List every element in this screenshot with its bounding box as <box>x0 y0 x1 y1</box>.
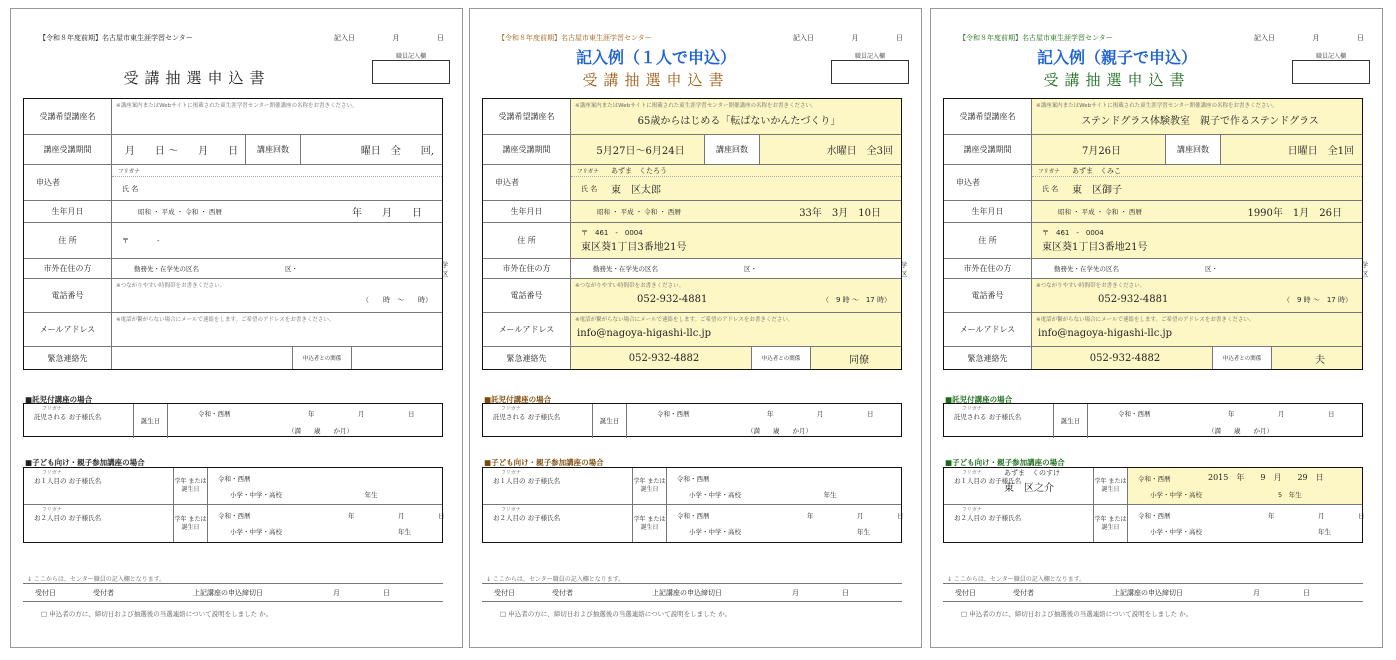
form-title: 受講抽選申込書 <box>123 69 271 87</box>
form-sheet-family: 【令和８年度前期】名古屋市東生涯学習センター 記入日 月 日 職員記入欄 記入例（親子で申込） 受講抽選申込書 受講希望講座名 ※講座案内またはWebサイトに掲載された東生涯学習センター開催講座の名称をお書きください。 ステンドグラス体験教室 親子で作るステンドグラス 講座受講期間 7月26日 講座回数 日曜日 全1回 申込者 フリガナ あずま くみこ 氏 名 東 区御子 生年月日 昭和 ・ 平成 ・ 令和 ・ 西暦 1990年 1月 26日 住 所 〒 461 - 0004 東区葵1丁目3番地21号 市外在住の方 勤務先・在学先の区名 区・ 学区 電話番号 ※つながりやすい時間帯をお書きください。 052-932-4881 （ 9 時 ～ 17 時） メールアドレス ※電話が繋がらない場合にメールで連絡をします。ご希望のアドレスをお書きください。 info@nagoya-higashi-llc.jp 緊急連絡先 052-932-4882 申込者との関係 夫 ■託児付講座の場合 フリガナ 託児される お子様氏名 誕生日 令和・西暦 年 月 日 （満 歳 か月） ■子ども向け・親子参加講座の場合 フリガナ あずま くのすけ お１人目の お子様氏名 東 区之介 学年 または 誕生日 令和・西暦 2015 年 9 月 29 日 小学・中学・高校 5 年生 フリガナ お２人目の お子様氏名 学年 または 誕生日 令和・西暦 年 月 日 小学・中学・高校 年生 ↓ ここからは、センター職員の記入欄となります。 受付日 受付者 上記講座の申込締切日 月 日 □ 申込者の方に、締切日および抽選後の当選連絡について説明をしました か。 <box>930 8 1383 648</box>
form-title: 受講抽選申込書 <box>1043 71 1191 89</box>
childcare-section: ■託児付講座の場合 <box>25 395 93 404</box>
staff-box <box>372 60 450 84</box>
staff-footer: 受付日 受付者 上記講座の申込締切日 月 日 <box>943 583 1363 602</box>
center-header: 【令和８年度前期】名古屋市東生涯学習センター <box>959 34 1113 42</box>
staff-arrow: ↓ ここからは、センター職員の記入欄となります。 <box>947 576 1086 583</box>
form-sheet-blank: 【令和８年度前期】名古屋市東生涯学習センター 記入日 月 日 職員記入欄 受講抽選申込書 受講希望講座名 ※講座案内またはWebサイトに掲載された東生涯学習センター開催講座の名称をお書きください。 講座受講期間 月 日 ～ 月 日 講座回数 曜日 全 回, 申込者 フリガナ 氏 名 生年月日 昭和 ・ 平成 ・ 令和 ・ 西暦 年 月 日 住 所 〒 - 市外在住の方 勤務先・在学先の区名 区・ 学区 電話番号 ※つながりやすい時間帯をお書きください。 （ 時 ～ 時） メールアドレス ※電話が繋がらない場合にメールで連絡をします。ご希望のアドレスをお書きください。 緊急連絡先 申込者との関係 ■託児付講座の場合 フリガナ 託児される お子様氏名 誕生日 令和・西暦 年 月 日 （満 歳 か月） ■子ども向け・親子参加講座の場合 フリガナ お１人目の お子様氏名 学年 または 誕生日 令和・西暦 小学・中学・高校 年生 フリガナ お２人目の お子様氏名 学年 または 誕生日 令和・西暦 年 月 日 小学・中学・高校 年生 ↓ ここからは、センター職員の記入欄となります。 受付日 受付者 上記講座の申込締切日 月 日 □ 申込者の方に、締切日および抽選後の当選連絡について説明をしました か。 <box>10 8 463 648</box>
staff-footer: 受付日 受付者 上記講座の申込締切日 月 日 <box>23 583 443 602</box>
staff-footer: 受付日 受付者 上記講座の申込締切日 月 日 <box>482 583 902 602</box>
center-header: 【令和８年度前期】名古屋市東生涯学習センター <box>39 34 193 42</box>
example-title: 記入例（１人で申込） <box>575 48 736 67</box>
explain-check[interactable]: □ 申込者の方に、締切日および抽選後の当選連絡について説明をしました か。 <box>41 610 273 618</box>
staff-label: 職員記入欄 <box>395 53 426 60</box>
staff-label: 職員記入欄 <box>1315 53 1346 60</box>
staff-arrow: ↓ ここからは、センター職員の記入欄となります。 <box>27 576 166 583</box>
family-section: ■子ども向け・親子参加講座の場合 <box>945 458 1065 467</box>
staff-box <box>831 60 909 84</box>
fill-date: 記入日 月 日 <box>1254 34 1364 42</box>
explain-check[interactable]: □ 申込者の方に、締切日および抽選後の当選連絡について説明をしました か。 <box>500 610 732 618</box>
staff-label: 職員記入欄 <box>854 53 885 60</box>
explain-check[interactable]: □ 申込者の方に、締切日および抽選後の当選連絡について説明をしました か。 <box>961 610 1193 618</box>
childcare-section: ■託児付講座の場合 <box>945 395 1013 404</box>
application-form: 受講希望講座名 ※講座案内またはWebサイトに掲載された東生涯学習センター開催講座の名称をお書きください。 ステンドグラス体験教室 親子で作るステンドグラス 講座受講期間 7月26日 講座回数 日曜日 全1回 申込者 フリガナ あずま くみこ 氏 名 東 区御子 生年月日 昭和 ・ 平成 ・ 令和 ・ 西暦 1990年 1月 26日 住 所 〒 461 - 0004 東区葵1丁目3番地21号 市外在住の方 勤務先・在学先の区名 区・ 学区 電話番号 ※つながりやすい時間帯をお書きください。 052-932-4881 （ 9 時 ～ 17 時） メールアドレス ※電話が繋がらない場合にメールで連絡をします。ご希望のアドレスをお書きください。 info@nagoya-higashi-llc.jp 緊急連絡先 052-932-4882 申込者との関係 夫 <box>943 98 1363 370</box>
family-section: ■子ども向け・親子参加講座の場合 <box>484 458 604 467</box>
childcare-section: ■託児付講座の場合 <box>484 395 552 404</box>
fill-date: 記入日 月 日 <box>793 34 903 42</box>
staff-arrow: ↓ ここからは、センター職員の記入欄となります。 <box>486 576 625 583</box>
family-section: ■子ども向け・親子参加講座の場合 <box>25 458 145 467</box>
example-title: 記入例（親子で申込） <box>1036 48 1197 67</box>
application-form: 受講希望講座名 ※講座案内またはWebサイトに掲載された東生涯学習センター開催講座の名称をお書きください。 講座受講期間 月 日 ～ 月 日 講座回数 曜日 全 回, 申込者 フリガナ 氏 名 生年月日 昭和 ・ 平成 ・ 令和 ・ 西暦 年 月 日 住 所 〒 - 市外在住の方 勤務先・在学先の区名 区・ 学区 電話番号 ※つながりやすい時間帯をお書きください。 （ 時 ～ 時） メールアドレス ※電話が繋がらない場合にメールで連絡をします。ご希望のアドレスをお書きください。 緊急連絡先 申込者との関係 <box>23 98 443 370</box>
center-header: 【令和８年度前期】名古屋市東生涯学習センター <box>498 34 652 42</box>
application-form: 受講希望講座名 ※講座案内またはWebサイトに掲載された東生涯学習センター開催講座の名称をお書きください。 65歳からはじめる「転ばないかんたづくり」 講座受講期間 5月27日～6月24日 講座回数 水曜日 全3回 申込者 フリガナ あずま くたろう 氏 名 東 区太郎 生年月日 昭和 ・ 平成 ・ 令和 ・ 西暦 33年 3月 10日 住 所 〒 461 - 0004 東区葵1丁目3番地21号 市外在住の方 勤務先・在学先の区名 区・ 学区 電話番号 ※つながりやすい時間帯をお書きください。 052-932-4881 （ 9 時 ～ 17 時） メールアドレス ※電話が繋がらない場合にメールで連絡をします。ご希望のアドレスをお書きください。 info@nagoya-higashi-llc.jp 緊急連絡先 052-932-4882 申込者との関係 同僚 <box>482 98 902 370</box>
form-title: 受講抽選申込書 <box>582 71 730 89</box>
staff-box <box>1292 60 1370 84</box>
form-sheet-single: 【令和８年度前期】名古屋市東生涯学習センター 記入日 月 日 職員記入欄 記入例（１人で申込） 受講抽選申込書 受講希望講座名 ※講座案内またはWebサイトに掲載された東生涯学習センター開催講座の名称をお書きください。 65歳からはじめる「転ばないかんたづくり」 講座受講期間 5月27日～6月24日 講座回数 水曜日 全3回 申込者 フリガナ あずま くたろう 氏 名 東 区太郎 生年月日 昭和 ・ 平成 ・ 令和 ・ 西暦 33年 3月 10日 住 所 〒 461 - 0004 東区葵1丁目3番地21号 市外在住の方 勤務先・在学先の区名 区・ 学区 電話番号 ※つながりやすい時間帯をお書きください。 052-932-4881 （ 9 時 ～ 17 時） メールアドレス ※電話が繋がらない場合にメールで連絡をします。ご希望のアドレスをお書きください。 info@nagoya-higashi-llc.jp 緊急連絡先 052-932-4882 申込者との関係 同僚 ■託児付講座の場合 フリガナ 託児される お子様氏名 誕生日 令和・西暦 年 月 日 （満 歳 か月） ■子ども向け・親子参加講座の場合 フリガナ お１人目の お子様氏名 学年 または 誕生日 令和・西暦 小学・中学・高校 年生 フリガナ お２人目の お子様氏名 学年 または 誕生日 令和・西暦 年 月 日 小学・中学・高校 年生 ↓ ここからは、センター職員の記入欄となります。 受付日 受付者 上記講座の申込締切日 月 日 □ 申込者の方に、締切日および抽選後の当選連絡について説明をしました か。 <box>469 8 922 648</box>
fill-date: 記入日 月 日 <box>334 34 444 42</box>
